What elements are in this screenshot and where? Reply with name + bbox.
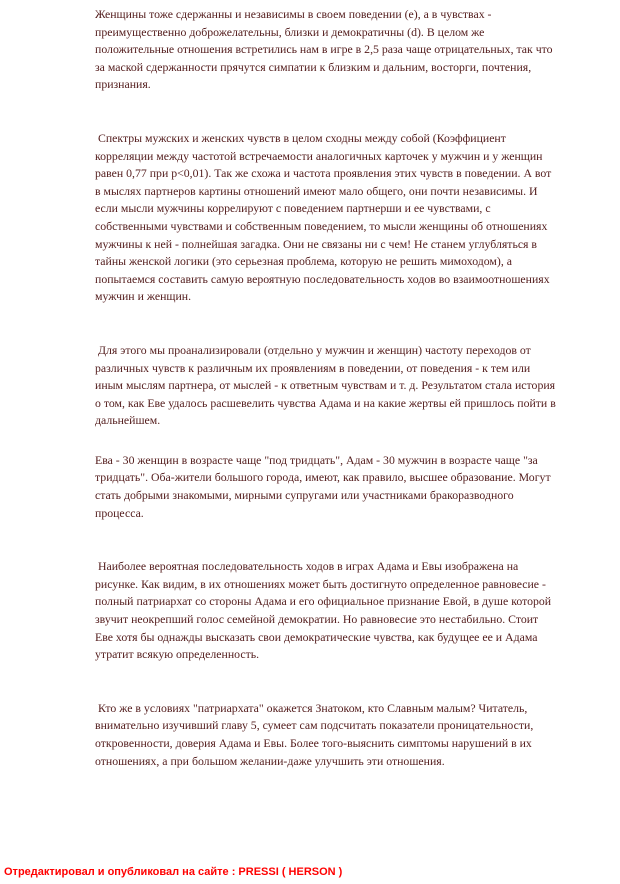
editor-footer-note: Отредактировал и опубликовал на сайте : PRESSI ( HERSON )	[4, 866, 343, 878]
paragraph: Кто же в условиях "патриархата" окажется Знатоком, кто Славным малым? Читатель, внимательно изучивший главу 5, сумеет сам подсчитать показатели проницательности, откровенности, доверия Адама и Евы. Более того-выяснить симптомы нарушений в их отношениях, а при большом желании-даже улучшить эти отношения.	[95, 700, 537, 768]
text-block	[95, 6, 558, 806]
paragraph: Спектры мужских и женских чувств в целом сходны между собой (Коэффициент корреляции между частотой встречаемости аналогичных карточек у мужчин и у женщин равен 0,77 при p<0,01). Так же схожа и частота проявления этих чувств в поведении. А вот в мыслях партнеров картины отношений имеют мало общего, они почти независимы. И если мысли мужчины коррелируют с поведением партнерши и ее чувствами, с собственными чувствами и собственным поведением, то мысли женщины об отношениях мужчины к ней - полнейшая загадка. Они не связаны ни с чем! Не станем углубляться в тайны женской логики (это серьезная проблема, которую не решить мимоходом), а попытаемся составить самую вероятную последовательность ходов во взаимоотношениях мужчин и женщин.	[95, 130, 555, 304]
paragraph: Ева - 30 женщин в возрасте чаще "под тридцать", Адам - 30 мужчин в возрасте чаще "за тридцать". Оба-жители большого города, имеют, как правило, высшее образование. Могут стать добрыми знакомыми, мирными супругами или участниками бракоразводного процесса.	[95, 452, 554, 520]
paragraph: Для этого мы проанализировали (отдельно у мужчин и женщин) частоту переходов от различных чувств к различным их проявлениям в поведении, от поведения - к тем или иным мыслям партнера, от мыслей - к ответным чувствам и т. д. Результатом стала история о том, как Еве удалось расшевелить чувства Адама и на какие жертвы ей пришлось пойти в дальнейшем.	[95, 342, 559, 428]
paragraph: Наиболее вероятная последовательность ходов в играх Адама и Евы изображена на рисунке. Как видим, в их отношениях может быть достигнуто определенное равновесие - полный патриархат со стороны Адама и его официальное признание Евой, в душе которой звучит неокрепший голос семейной демократии. Но равновесие это нестабильно. Стоит Еве хотя бы однажды высказать свои демократические чувства, как будущее ее и Адама утратит всякую определенность.	[95, 559, 555, 662]
paragraph: Женщины тоже сдержанны и независимы в своем поведении (е), а в чувствах - преимущественно доброжелательны, близки и демократичны (d). В целом же положительные отношения встретились нам в игре в 2,5 раза чаще отрицательных, так что за маской сдержанности прячутся симпатии к близким и дальним, восторги, почтения, признания.	[95, 7, 556, 92]
